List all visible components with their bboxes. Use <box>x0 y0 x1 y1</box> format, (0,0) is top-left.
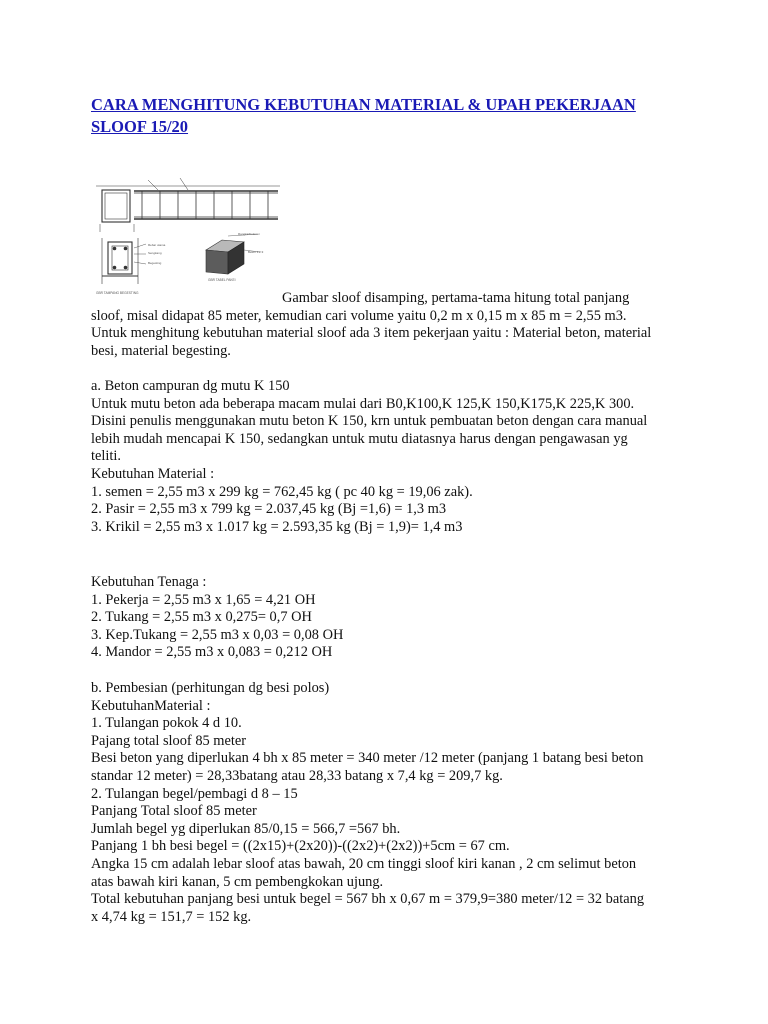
section-heading: b. Pembesian (perhitungan dg besi polos) <box>91 680 330 696</box>
caption-cross-section: GBR TAMPANG BEGESTING <box>96 291 139 295</box>
body-line: Besi beton yang diperlukan 4 bh x 85 meter = 340 meter /12 meter (panjang 1 batang besi beton <box>91 750 644 767</box>
list-item: 3. Krikil = 2,55 m3 x 1.017 kg = 2.593,35 kg (Bj = 1,9)= 1,4 m3 <box>91 518 463 535</box>
body-line: Panjang Total sloof 85 meter <box>91 803 257 820</box>
body-line: teliti. <box>91 448 121 465</box>
sloof-diagram-image <box>88 166 283 302</box>
body-line: Disini penulis menggunakan mutu beton K 150, krn untuk pembuatan beton dengan cara manual <box>91 413 648 430</box>
list-item: 2. Tukang = 2,55 m3 x 0,275= 0,7 OH <box>91 609 312 626</box>
beam-elevation-drawing <box>96 178 280 232</box>
caption-3d: GBR TABEL PAKEI <box>208 278 236 282</box>
body-line: Pajang total sloof 85 meter <box>91 732 247 749</box>
svg-text:Rebar utama: Rebar utama <box>148 243 166 247</box>
list-item: 1. Pekerja = 2,55 m3 x 1,65 = 4,21 OH <box>91 591 316 608</box>
body-line: Untuk mutu beton ada beberapa macam mulai dari B0,K100,K 125,K 150,K175,K 225,K 300. <box>91 395 635 412</box>
body-line: Panjang 1 bh besi begel = ((2x15)+(2x20))-((2x2)+(2x2))+5cm = 67 cm. <box>91 838 510 855</box>
svg-text:Sengkang: Sengkang <box>148 251 162 255</box>
article-title[interactable] <box>91 94 711 138</box>
body-line: Angka 15 cm adalah lebar sloof atas bawah, 20 cm tinggi sloof kiri kanan , 2 cm selimut beton <box>91 856 637 872</box>
section-heading: a. Beton campuran dg mutu K 150 <box>91 378 290 394</box>
list-item: 4. Mandor = 2,55 m3 x 0,083 = 0,212 OH <box>91 644 333 661</box>
label-rangka: Rangka/Kolom <box>238 232 258 236</box>
list-item: 1. semen = 2,55 m3 x 299 kg = 762,45 kg ( pc 40 kg = 19,06 zak). <box>91 483 473 500</box>
title-line-1[interactable]: CARA MENGHITUNG KEBUTUHAN MATERIAL & UPAH PEKERJAAN <box>91 95 636 114</box>
list-item: 1. Tulangan pokok 4 d 10. <box>91 715 242 732</box>
sloof-3d-drawing <box>206 234 260 274</box>
list-item: 2. Tulangan begel/pembagi d 8 – 15 <box>91 785 298 802</box>
body-line: Untuk menghitung kebutuhan material sloof ada 3 item pekerjaan yaitu : Material beton, material <box>91 325 652 342</box>
svg-text:Begesting: Begesting <box>148 261 162 265</box>
body-line: Jumlah begel yg diperlukan 85/0,15 = 566,7 =567 bh. <box>91 820 401 837</box>
label-beton: Beton 1:2:3 <box>248 250 264 254</box>
list-item: 2. Pasir = 2,55 m3 x 799 kg = 2.037,45 kg (Bj =1,6) = 1,3 m3 <box>91 501 447 518</box>
title-line-2[interactable]: SLOOF 15/20 <box>91 117 189 136</box>
body-line: Kebutuhan Tenaga : <box>91 574 207 590</box>
list-item: 3. Kep.Tukang = 2,55 m3 x 0,03 = 0,08 OH <box>91 626 344 643</box>
body-line: standar 12 meter) = 28,33batang atau 28,33 batang x 7,4 kg = 209,7 kg. <box>91 768 503 784</box>
body-line: lebih mudah mencapai K 150, sedangkan untuk mutu diatasnya harus dengan pengawasan yg <box>91 430 628 447</box>
body-line: Kebutuhan Material : <box>91 466 215 482</box>
body-line: KebutuhanMaterial : <box>91 697 211 714</box>
body-line: Total kebutuhan panjang besi untuk begel = 567 bh x 0,67 m = 379,9=380 meter/12 = 32 batang <box>91 891 645 908</box>
body-line: x 4,74 kg = 151,7 = 152 kg. <box>91 908 252 925</box>
body-line: atas bawah kiri kanan, 5 cm pembengkokan ujung. <box>91 873 384 890</box>
body-line: sloof, misal didapat 85 meter, kemudian cari volume yaitu 0,2 m x 0,15 m x 85 m = 2,55 m3. <box>91 307 627 324</box>
body-line: besi, material begesting. <box>91 342 231 359</box>
body-line: Gambar sloof disamping, pertama-tama hitung total panjang <box>282 290 630 306</box>
cross-section-drawing <box>102 238 146 284</box>
